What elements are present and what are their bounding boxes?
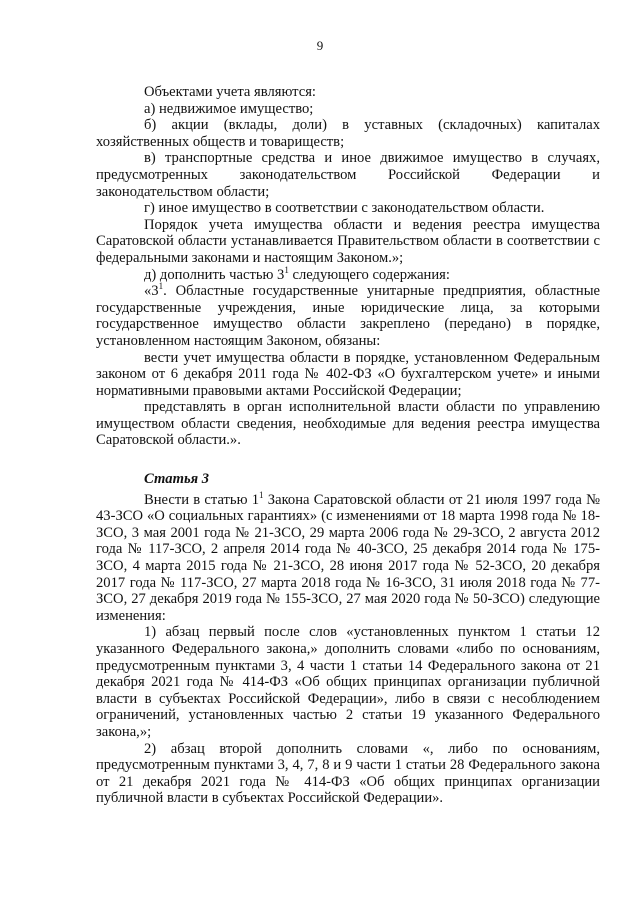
article-3-intro-sup: 1 xyxy=(259,489,264,500)
paragraph-accounting-order: Порядок учета имущества области и ведения реестра имущества Саратовской области устанавливается Правительством области в соответствии с федеральными законами и настоящим Законом.»; xyxy=(96,216,600,266)
article-3-intro xyxy=(96,489,600,625)
article-3-item-1: 1) абзац первый после слов «установленных пунктом 1 статьи 12 указанного Федерального закона,» дополнить словами «либо по основаниям, предусмотренным пунктами 3, 4 части 1 статьи 14 Федерального закона от 21 декабря 2021 года № 414-ФЗ «Об общих принципах организации публичной власти в субъектах Российской Федерации», либо в связи с несоблюдением ограничений, установленных частью 2 статьи 19 указанного Федерального закона,»; xyxy=(96,624,600,740)
part-3-1-sup: 1 xyxy=(158,281,164,292)
paragraph-objects-intro: Объектами учета являются: xyxy=(144,84,316,100)
paragraph-item-d xyxy=(96,264,600,284)
paragraph-item-b: б) акции (вклады, доли) в уставных (складочных) капиталах хозяйственных обществ и товариществ; xyxy=(96,117,600,150)
article-3-intro-prefix: Внести в статью 1 xyxy=(144,491,260,508)
page-number: 9 xyxy=(316,38,324,53)
article-3-intro-body: Закона Саратовской области от 21 июля 1997 года № 43-ЗСО «О социальных гарантиях» (с изменениями от 18 марта 1998 года № 18-ЗСО, 3 мая 2001 года № 21-ЗСО, 29 марта 2006 года № 29-ЗСО, 2 августа 2012 года № 117-ЗСО, 2 апреля 2014 года № 40-ЗСО, 25 декабря 2014 года № 175-ЗСО, 4 марта 2015 года № 21-ЗСО, 28 июня 2017 года № 52-ЗСО, 20 декабря 2017 года № 117-ЗСО, 27 марта 2018 года № 16-ЗСО, 31 июля 2018 года № 77-ЗСО, 27 декабря 2019 года № 155-ЗСО, 27 мая 2020 года № 50-ЗСО) следующие изменения: xyxy=(96,491,600,624)
paragraph-part-3-1 xyxy=(96,283,600,349)
paragraph-keep-records: вести учет имущества области в порядке, установленном Федеральным законом от 6 декабря 2011 года № 402-ФЗ «О бухгалтерском учете» и иными нормативными правовыми актами Российской Федерации; xyxy=(96,349,600,399)
paragraph-item-a: а) недвижимое имущество; xyxy=(144,100,314,117)
paragraph-submit-info: представлять в орган исполнительной власти области по управлению имуществом области сведения, необходимые для ведения реестра имущества Саратовской области.». xyxy=(96,399,600,449)
paragraph-item-g: г) иное имущество в соответствии с законодательством области. xyxy=(144,200,545,217)
part-3-1-prefix: «3 xyxy=(144,283,159,300)
article-3-item-2: 2) абзац второй дополнить словами «, либо по основаниям, предусмотренным пунктами 3, 4, 7, 8 и 9 части 1 статьи 28 Федерального закона от 21 декабря 2021 года № 414-ФЗ «Об общих принципах организации публичной власти в субъектах Российской Федерации». xyxy=(96,740,600,807)
part-3-1-body: . Областные государственные унитарные предприятия, областные государственные учреждения, иные юридические лица, за которыми государственное имущество области закреплено (передано) в порядке, установленном настоящим Законом, обязаны: xyxy=(96,283,600,349)
article-3-heading: Статья 3 xyxy=(144,471,210,488)
item-d-suffix: следующего содержания: xyxy=(288,266,450,283)
item-d-prefix: д) дополнить частью 3 xyxy=(144,266,285,283)
item-d-sup: 1 xyxy=(284,264,289,275)
paragraph-item-v: в) транспортные средства и иное движимое имущество в случаях, предусмотренных законодательством Российской Федерации и законодательством области; xyxy=(96,150,600,200)
